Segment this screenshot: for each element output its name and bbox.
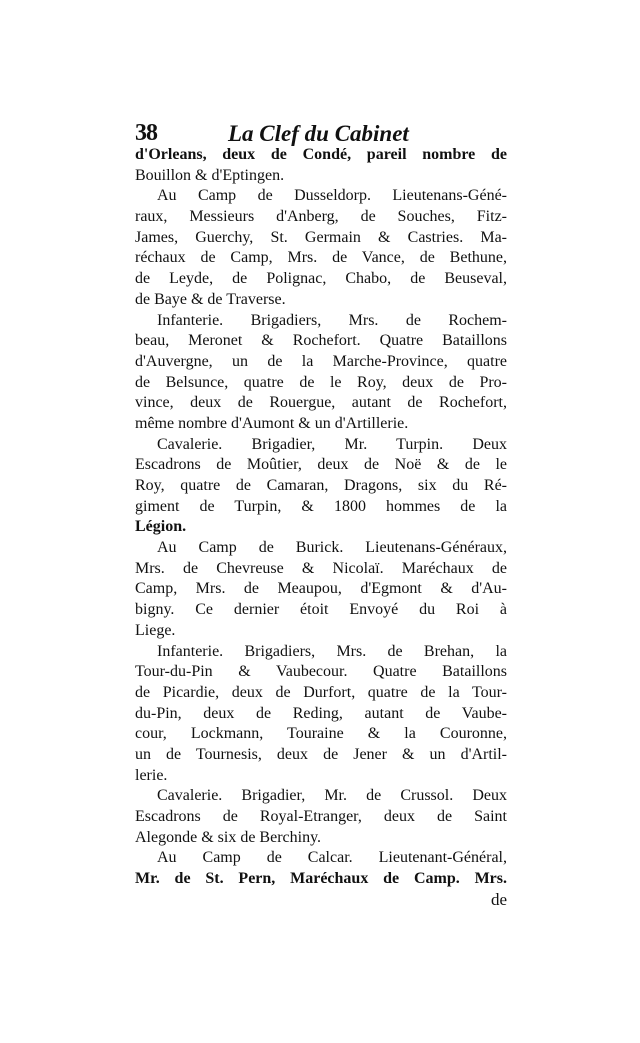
text-line: Cavalerie. Brigadier, Mr. Turpin. Deux (157, 435, 507, 453)
text-line: Cavalerie. Brigadier, Mr. de Crussol. Deux (157, 787, 507, 805)
text-line: Camp, Mrs. de Meaupou, d'Egmont & d'Au- (135, 580, 507, 598)
body-text (135, 145, 507, 910)
text-line: vince, deux de Rouergue, autant de Rochefort, (135, 394, 507, 412)
text-line: de Baye & de Traverse. (135, 290, 286, 308)
text-line: Escadrons de Royal-Etranger, deux de Saint (135, 808, 507, 825)
text-line: un de Tournesis, deux de Jener & un d'Artil- (135, 745, 507, 763)
text-line: beau, Meronet & Rochefort. Quatre Bataillons (135, 332, 507, 350)
text-line: réchaux de Camp, Mrs. de Vance, de Bethune, (135, 249, 507, 267)
text-line: cour, Lockmann, Touraine & la Couronne, (135, 725, 507, 743)
text-line: Au Camp de Burick. Lieutenans-Généraux, (157, 539, 507, 557)
text-line: Liege. (135, 621, 176, 639)
text-line: lerie. (135, 766, 168, 784)
text-line: Légion. (135, 518, 187, 536)
text-line: Au Camp de Dusseldorp. Lieutenans-Géné- (157, 187, 507, 205)
text-line: d'Orleans, deux de Condé, pareil nombre de (135, 146, 507, 163)
text-line: Tour-du-Pin & Vaubecour. Quatre Bataillons (135, 663, 507, 681)
page-number: 38 (135, 120, 157, 146)
text-line: Roy, quatre de Camaran, Dragons, six du Ré- (135, 477, 507, 494)
catchword: de (490, 889, 507, 909)
text-line: James, Guerchy, St. Germain & Castries. Ma- (135, 228, 507, 246)
text-line: raux, Messieurs d'Anberg, de Souches, Fitz- (135, 208, 507, 226)
text-line: de Picardie, deux de Durfort, quatre de la Tour- (135, 683, 507, 701)
text-line: Au Camp de Calcar. Lieutenant-Général, (157, 849, 507, 867)
text-line: Mrs. de Chevreuse & Nicolaï. Maréchaux de (135, 559, 507, 577)
text-line: Escadrons de Moûtier, deux de Noë & de le (135, 456, 507, 474)
text-line: du-Pin, deux de Reding, autant de Vaube- (135, 704, 507, 722)
text-line: giment de Turpin, & 1800 hommes de la (135, 497, 507, 515)
text-line: Mr. de St. Pern, Maréchaux de Camp. Mrs. (135, 870, 507, 888)
text-line: d'Auvergne, un de la Marche-Province, quatre (135, 352, 507, 370)
text-line: Infanterie. Brigadiers, Mrs. de Rochem- (157, 311, 507, 329)
text-line: Infanterie. Brigadiers, Mrs. de Brehan, la (157, 642, 507, 660)
text-line: bigny. Ce dernier étoit Envoyé du Roi à (135, 601, 507, 619)
running-title: La Clef du Cabinet (228, 121, 409, 146)
text-line: Bouillon & d'Eptingen. (135, 166, 285, 184)
text-line: de Belsunce, quatre de le Roy, deux de Pro- (135, 373, 507, 391)
text-line: Alegonde & six de Berchiny. (135, 828, 322, 846)
text-line: de Leyde, de Polignac, Chabo, de Beuseval, (135, 270, 507, 288)
text-line: même nombre d'Aumont & un d'Artillerie. (135, 414, 409, 432)
